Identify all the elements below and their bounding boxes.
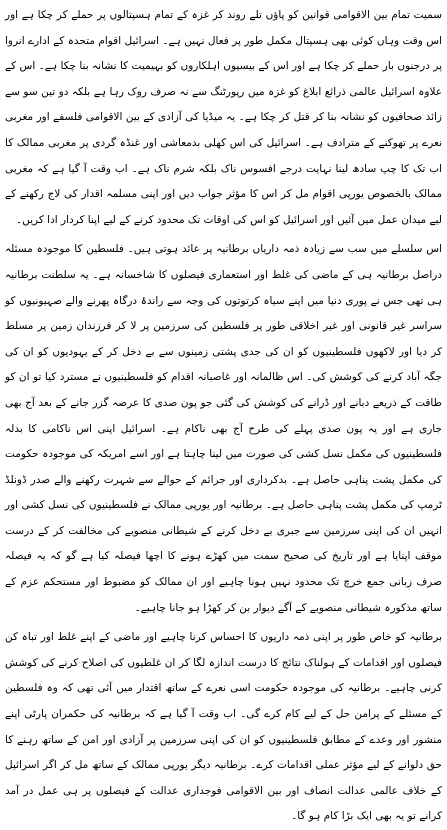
article-paragraph-2: اس سلسلے میں سب سے زیادہ ذمہ داریاں برطانیہ پر عائد ہوتی ہیں۔ فلسطین کا موجودہ مسئلہ دراصل برطانیہ ہی کے ماضی کی غلط اور استعماری فیصلوں کا شاخسانہ ہے۔ یہ سلطنت برطانیہ ہی تھی جس نے پوری دنیا میں اپنے سیاہ کرتوتوں کی وجہ سے راندۂ درگاہ پھرنے والے صہیونیوں کو سراسر غیر قانونی اور غیر اخلاقی طور پر فلسطین کی سرزمین پر لا کر فرزندان زمین پر مسلط کر دیا اور لاکھوں فلسطینیوں کو ان کی جدی پشتی زمینوں سے بے دخل کر کے یہودیوں کو ان کی جگہ آباد کرنے کی کوشش کی۔ اس ظالمانہ اور غاصبانہ اقدام کو فلسطینیوں نے مسترد کیا تو ان کو طاقت کے ذریعے دبانے اور ڈرانے کی کوشش کی گئی جو پون صدی کا عرصہ گزر جانے کے بعد آج بھی جاری ہے اور یہ پون صدی پہلے کی طرح آج بھی ناکام ہے۔ اسرائیل اپنی اس ناکامی کا بدلہ فلسطینیوں کی مکمل نسل کشی کی صورت میں لینا چاہتا ہے اور اسے امریکہ کی موجودہ حکومت کی مکمل پشت پناہی حاصل ہے۔ بدکرداری اور جرائم کے حوالے سے شہرت رکھنے والے صدر ڈونلڈ ٹرمپ کی مکمل پشت پناہی حاصل ہے۔ برطانیہ اور یورپی ممالک نے فلسطینیوں کی نسل کشی اور انہیں ان کی اپنی سرزمین سے جبری بے دخل کرنے کے شیطانی منصوبے کی مخالفت کر کے درست موقف اپنایا ہے اور تاریخ کی صحیح سمت میں کھڑے ہونے کا اچھا فیصلہ کیا ہے گو کہ یہ فیصلہ صرف زبانی جمع خرچ تک محدود نہیں ہونا چاہیے اور ان ممالک کو مضبوط اور مستحکم عزم کے ساتھ مذکورہ شیطانی منصوبے کے آگے دیوار بن کر کھڑا ہو جانا چاہیے۔: [5, 243, 442, 614]
article-paragraph-1: سمیت تمام بین الاقوامی قوانین کو پاؤں تلے روند کر غزہ کے تمام ہسپتالوں پر حملے کر چکا ہے اور اس وقت وہاں کوئی بھی ہسپتال مکمل طور پر فعال نہیں ہے۔ اسرائیل اقوام متحدہ کے ادارے انروا پر درجنوں بار حملے کر چکا ہے اور اس کے بیسیوں اہلکاروں کو بہیمیت کا نشانہ بنا چکا ہے۔ اس کے علاوہ اسرائیل عالمی ذرائع ابلاغ کو غزہ میں رپورٹنگ سے نہ صرف روک رہا ہے بلکہ دو تین سو سے زائد صحافیوں کو نشانہ بنا کر قتل کر چکا ہے۔ یہ میڈیا کی آزادی کے بین الاقوامی فلسفے اور مغربی نعرے پر تھوکنے کے مترادف ہے۔ اسرائیل کی اس کھلی بدمعاشی اور غنڈہ گردی پر مغربی ممالک کا اب تک کا چپ سادھ لینا نہایت درجے افسوس ناک بلکہ شرم ناک ہے۔ اب وقت آ گیا ہے کہ مغربی ممالک بالخصوص یورپی اقوام مل کر اس کا مؤثر جواب دیں اور اپنی مسلمہ اقدار کی لاج رکھنے کے لیے میدان عمل میں آئیں اور اسرائیل کو اس کی اوقات تک محدود کرنے کے لیے اپنا کردار ادا کریں۔: [5, 9, 442, 226]
article-paragraph-3: برطانیہ کو خاص طور پر اپنی ذمہ داریوں کا احساس کرنا چاہیے اور ماضی کے اپنے غلط اور تباہ کن فیصلوں اور اقدامات کے ہولناک نتائج کا درست اندازہ لگا کر ان غلطیوں کی اصلاح کرنے کی کوشش کرنی چاہیے۔ برطانیہ کی موجودہ حکومت اسی نعرے کے ساتھ اقتدار میں آئی تھی کہ وہ فلسطین کے مسئلے کے پرامن حل کے لیے کام کرے گی۔ اب وقت آ گیا ہے کہ برطانیہ کی حکمران پارٹی اپنے منشور اور وعدے کے مطابق فلسطینیوں کو ان کی اپنی سرزمین پر آزادی اور امن کے ساتھ رہنے کا حق دلوانے کے لیے مؤثر عملی اقدامات کرے۔ برطانیہ دیگر یورپی ممالک کے ساتھ مل کر اگر اسرائیل کے خلاف عالمی عدالت انصاف اور بین الاقوامی فوجداری عدالت کے فیصلوں پر ہی عمل در آمد کرانے تو یہ بھی ایک بڑا کام ہو گا۔: [5, 631, 442, 823]
